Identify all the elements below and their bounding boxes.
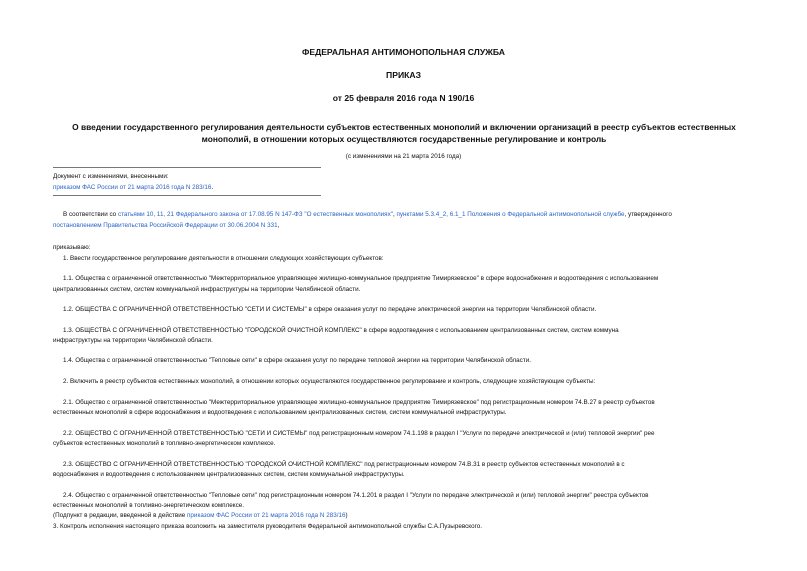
doc-box-reference: приказом ФАС России от 21 марта 2016 года N 283/16. [53, 184, 214, 191]
orders-line: приказываю: [53, 244, 91, 251]
regulation-link[interactable]: пунктами 5.3.4_2, 6.1_1 Положения о Федеральной антимонопольной службе [396, 211, 625, 218]
law-link[interactable]: статьями 10, 11, 21 Федерального закона от 17.08.95 N 147-ФЗ "О естественных монополиях" [117, 211, 393, 218]
item-3: 3. Контроль исполнения настоящего приказа возложить на заместителя руководителя Федеральной антимонопольной службы С.А.Пузыревского. [53, 523, 482, 530]
amendment-note: (Подпункт в редакции, введенной в действие приказом ФАС России от 21 марта 2016 года N 283/16) [53, 512, 348, 519]
item-1-1-line-1: 1.1. Общества с ограниченной ответственностью "Межтерриториальное управляющее жилищно-коммунальное предприятие Тимирязевское" в сфере водоснабжения и водоотведения с использованием [63, 275, 659, 282]
doc-box-label: Документ с изменениями, внесенными: [53, 173, 169, 180]
government-decree-link[interactable]: постановлением Правительства Российской Федерации от 30.06.2004 N 331 [53, 222, 278, 229]
item-2-1-line-2: естественных монополий в сфере водоснабжения и водоотведения с использованием централизованных систем, систем коммунальной инфраструктуры. [53, 409, 507, 416]
item-2-2-line-2: субъектов естественных монополий в топливно-энергетическом комплексе. [53, 440, 276, 447]
item-2: 2. Включить в реестр субъектов естественных монополий, в отношении которых осуществляются государственное регулирование и контроль, следующие хозяйствующие субъекты: [63, 378, 596, 385]
item-2-4-line-2: естественных монополий в топливно-энергетическом комплексе. [53, 502, 244, 509]
doc-type-heading: ПРИКАЗ [386, 70, 421, 80]
preamble-line-1: В соответствии со статьями 10, 11, 21 Федерального закона от 17.08.95 N 147-ФЗ "О естественных монополиях", пунктами 5.3.4_2, 6.1_1 Положения о Федеральной антимонопольной службе, утвержденного [63, 211, 672, 218]
item-2-3-line-1: 2.3. ОБЩЕСТВО С ОГРАНИЧЕННОЙ ОТВЕТСТВЕННОСТЬЮ "ГОРОДСКОЙ ОЧИСТНОЙ КОМПЛЕКС" под регистрационным номером 74.В.31 в реестр субъектов естественных монополий в с [63, 461, 625, 468]
amendment-link[interactable]: приказом ФАС России от 21 марта 2016 года N 283/16 [53, 184, 212, 191]
doc-box-bottom-rule [53, 195, 321, 196]
item-1-4: 1.4. Общества с ограниченной ответственностью "Тепловые сети" в сфере оказания услуг по передаче тепловой энергии на территории Челябинской области. [63, 357, 531, 364]
change-note: (с изменениями на 21 марта 2016 года) [345, 153, 462, 160]
item-2-3-line-2: водоснабжения и водоотведения с использованием централизованных систем, систем коммунальной инфраструктуры. [53, 471, 405, 478]
doc-box [53, 171, 213, 193]
title-line-2: монополий, в отношении которых осуществляются государственные регулирование и контроль [201, 134, 607, 144]
date-number-heading: от 25 февраля 2016 года N 190/16 [332, 93, 475, 103]
item-2-2-line-1: 2.2. ОБЩЕСТВО С ОГРАНИЧЕННОЙ ОТВЕТСТВЕННОСТЬЮ "СЕТИ И СИСТЕМЫ" под регистрационным номером 74.1.198 в раздел I "Услуги по передаче электрической и (или) тепловой энергии" рее [63, 430, 655, 437]
agency-heading: ФЕДЕРАЛЬНАЯ АНТИМОНОПОЛЬНАЯ СЛУЖБА [302, 47, 505, 57]
document-title [48, 121, 760, 145]
title-line-1: О введении государственного регулирования деятельности субъектов естественных монополий и включении организаций в реестр субъектов естественных [72, 122, 736, 132]
item-1-1-line-2: централизованных систем, систем коммунальной инфраструктуры на территории Челябинской области. [53, 286, 361, 293]
doc-box-top-rule [53, 167, 321, 168]
item-1-2: 1.2. ОБЩЕСТВА С ОГРАНИЧЕННОЙ ОТВЕТСТВЕННОСТЬЮ "СЕТИ И СИСТЕМЫ" в сфере оказания услуг по передаче электрической энергии на территории Челябинской области. [63, 306, 597, 313]
item-1-3-line-2: инфраструктуры на территории Челябинской области. [53, 337, 213, 344]
item-1: 1. Ввести государственное регулирование деятельности в отношении следующих хозяйствующих субъектов: [63, 255, 384, 262]
preamble-line-2: постановлением Правительства Российской Федерации от 30.06.2004 N 331, [53, 222, 280, 229]
amendment-note-link[interactable]: приказом ФАС России от 21 марта 2016 года N 283/16 [187, 512, 346, 519]
item-2-1-line-1: 2.1. Общество с ограниченной ответственностью "Межтерриториальное управляющее жилищно-коммунальное предприятие Тимирязевское" под регистрационным номером 74.В.27 в реестр субъектов [63, 399, 655, 406]
item-1-3-line-1: 1.3. ОБЩЕСТВА С ОГРАНИЧЕННОЙ ОТВЕТСТВЕННОСТЬЮ "ГОРОДСКОЙ ОЧИСТНОЙ КОМПЛЕКС" в сфере водоотведения с использованием централизованных систем, систем коммуна [63, 327, 619, 334]
item-2-4-line-1: 2.4. Общество с ограниченной ответственностью "Тепловые сети" под регистрационным номером 74.1.201 в раздел I "Услуги по передаче электрической и (или) тепловой энергии" реестра субъектов [63, 492, 649, 499]
